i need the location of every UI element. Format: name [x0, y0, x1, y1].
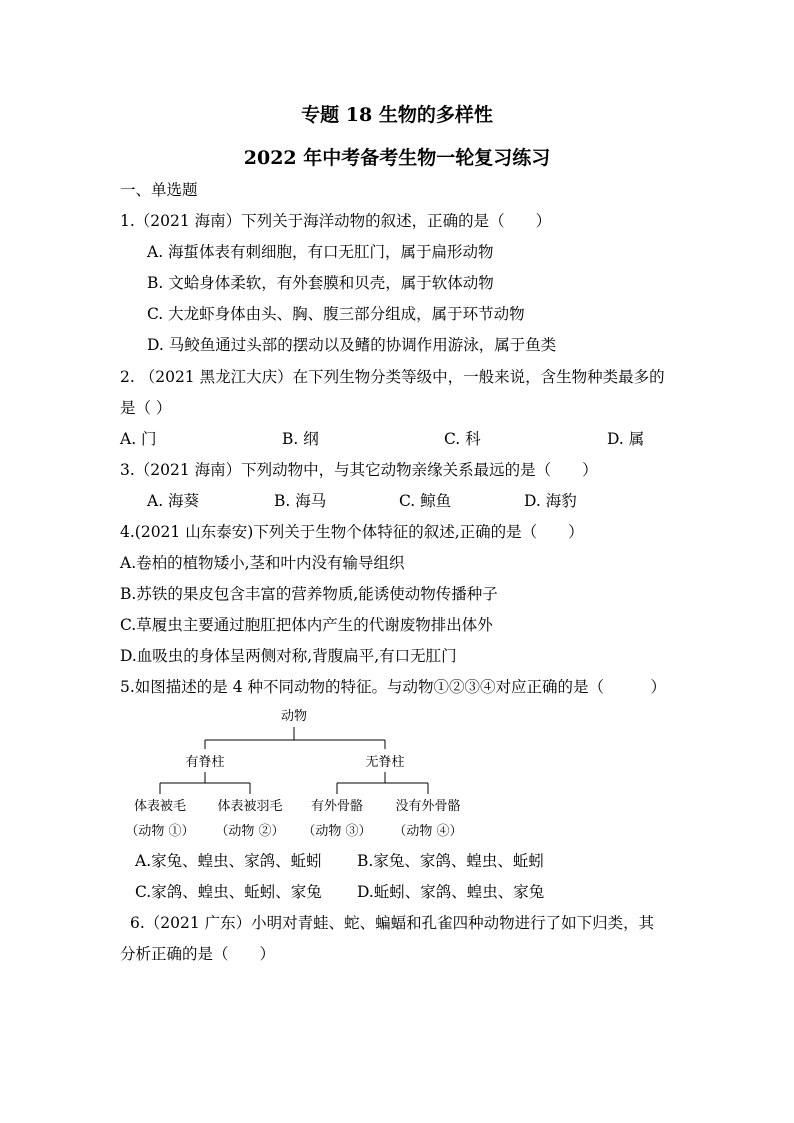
question-1-option-d: D. 马鲛鱼通过头部的摆动以及鳍的协调作用游泳，属于鱼类 — [147, 336, 557, 354]
question-2-option-d: D. 属 — [607, 430, 645, 448]
tree-leaf-tag-3: （动物 ③） — [302, 824, 372, 839]
tree-leaf-fur: 体表被毛 — [133, 799, 187, 814]
classification-tree-diagram — [118, 702, 478, 847]
question-1-stem: 1.（2021 海南）下列关于海洋动物的叙述，正确的是（ ） — [120, 212, 552, 230]
question-2-stem-continued: 是（ ） — [120, 399, 172, 417]
question-2-option-c: C. 科 — [444, 430, 481, 448]
tree-root-label: 动物 — [280, 709, 308, 724]
question-3-option-c: C. 鲸鱼 — [399, 492, 452, 510]
question-5-option-b: B.家兔、家鸽、蝗虫、蚯蚓 — [357, 852, 544, 870]
question-4-option-b: B.苏铁的果皮包含丰富的营养物质,能诱使动物传播种子 — [120, 585, 498, 603]
tree-leaf-exoskeleton: 有外骨骼 — [310, 799, 364, 814]
question-4-option-d: D.血吸虫的身体呈两侧对称,背腹扁平,有口无肛门 — [120, 647, 457, 665]
question-1-option-b: B. 文蛤身体柔软，有外套膜和贝壳，属于软体动物 — [147, 274, 494, 292]
question-3-option-a: A. 海葵 — [147, 492, 200, 510]
question-1-option-c: C. 大龙虾身体由头、胸、腹三部分组成，属于环节动物 — [147, 305, 525, 323]
tree-branch-vertebrate: 有脊柱 — [185, 755, 225, 770]
question-4-stem: 4.(2021 山东泰安)下列关于生物个体特征的叙述,正确的是（ ） — [120, 523, 584, 541]
tree-branch-invertebrate: 无脊柱 — [365, 755, 405, 770]
question-3-option-d: D. 海豹 — [524, 492, 577, 510]
section-heading: 一、单选题 — [120, 181, 198, 199]
tree-leaf-tag-2: （动物 ②） — [215, 824, 285, 839]
question-5-stem: 5.如图描述的是 4 种不同动物的特征。与动物①②③④对应正确的是（ ） — [120, 678, 667, 696]
tree-leaf-no-exoskeleton: 没有外骨骼 — [395, 799, 461, 814]
question-2-stem: 2. （2021 黑龙江大庆）在下列生物分类等级中，一般来说，含生物种类最多的 — [120, 368, 665, 386]
question-6-stem-continued: 分析正确的是（ ） — [120, 945, 276, 963]
tree-leaf-tag-4: （动物 ④） — [393, 824, 463, 839]
question-5-option-d: D.蚯蚓、家鸽、蝗虫、家兔 — [357, 883, 545, 901]
question-4-option-c: C.草履虫主要通过胞肛把体内产生的代谢废物排出体外 — [120, 616, 493, 634]
document-title: 专题 18 生物的多样性 — [301, 104, 493, 126]
question-3-option-b: B. 海马 — [274, 492, 327, 510]
tree-leaf-tag-1: （动物 ①） — [125, 824, 195, 839]
question-5-option-a: A.家兔、蝗虫、家鸽、蚯蚓 — [135, 852, 322, 870]
tree-leaf-feathers: 体表被羽毛 — [217, 799, 283, 814]
question-5-option-c: C.家鸽、蝗虫、蚯蚓、家兔 — [135, 883, 322, 901]
question-4-option-a: A.卷柏的植物矮小,茎和叶内没有输导组织 — [120, 554, 405, 572]
question-6-stem: 6.（2021 广东）小明对青蛙、蛇、蝙蝠和孔雀四种动物进行了如下归类，其 — [130, 914, 655, 932]
question-2-option-a: A. 门 — [120, 430, 157, 448]
question-2-option-b: B. 纲 — [282, 430, 319, 448]
question-1-option-a: A. 海蜇体表有刺细胞，有口无肛门，属于扁形动物 — [147, 243, 494, 261]
question-3-stem: 3.（2021 海南）下列动物中，与其它动物亲缘关系最远的是（ ） — [120, 461, 598, 479]
document-subtitle: 2022 年中考备考生物一轮复习练习 — [243, 147, 551, 169]
